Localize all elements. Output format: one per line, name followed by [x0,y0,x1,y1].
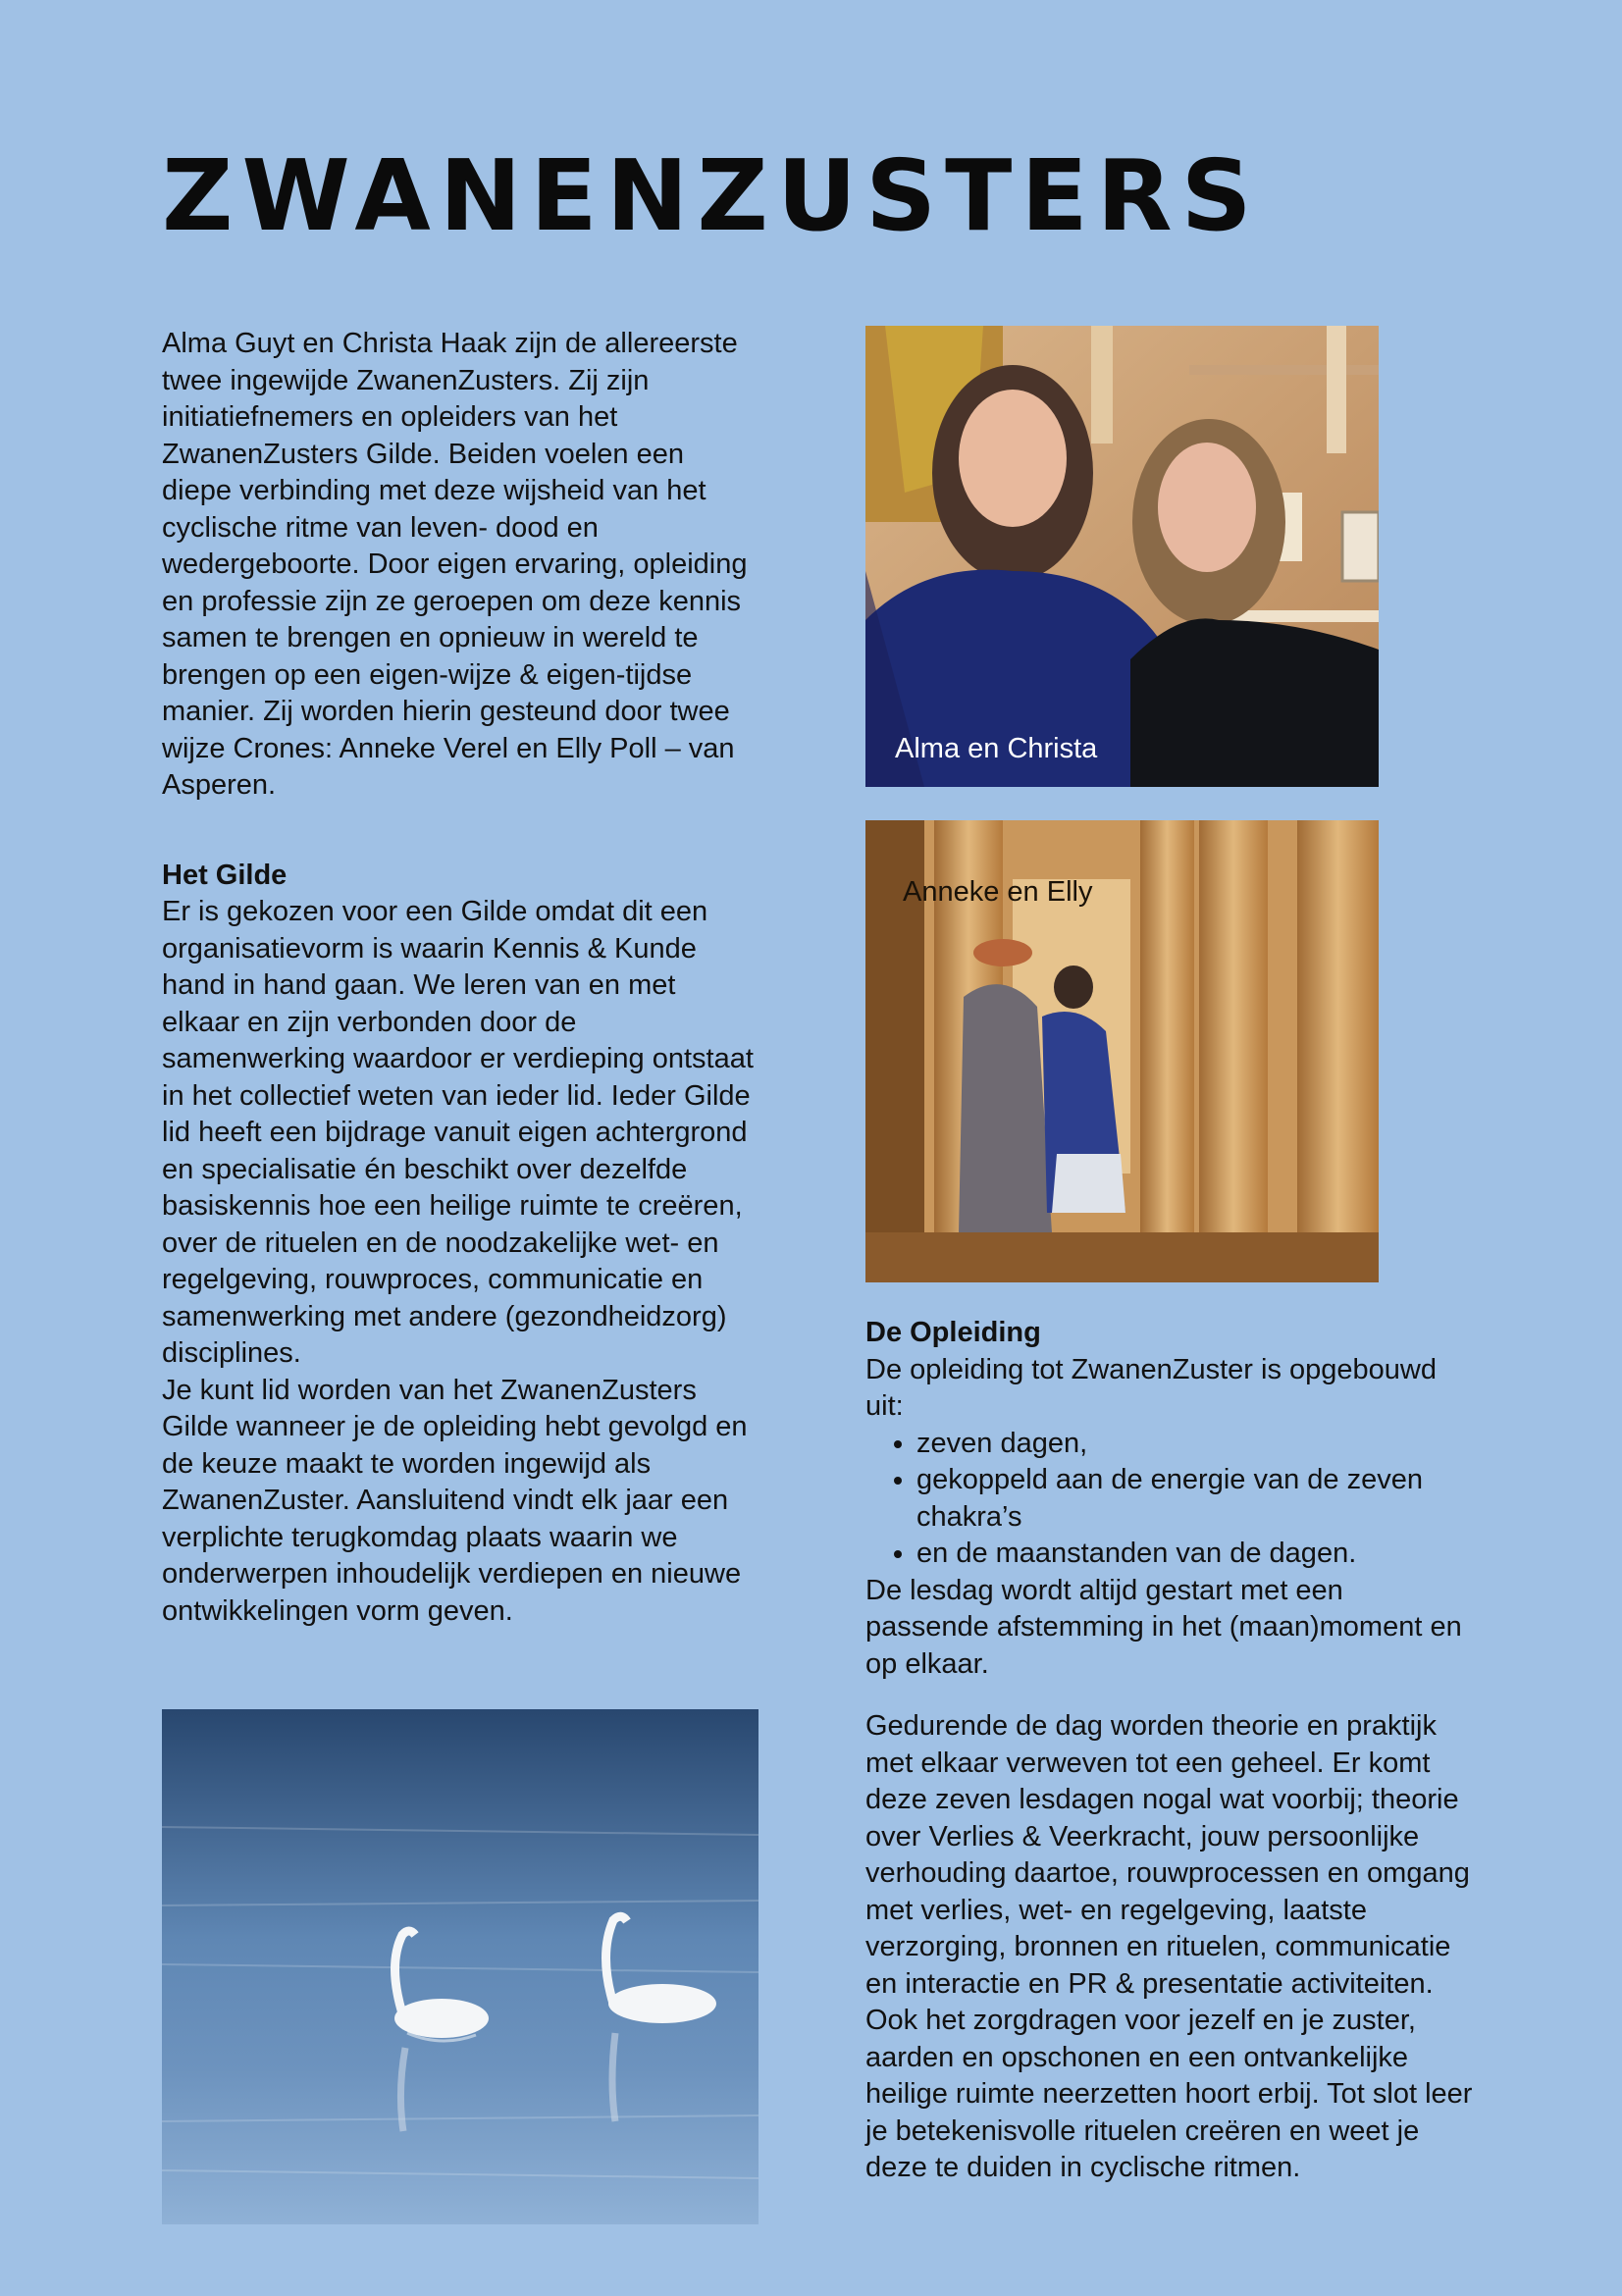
opleiding-paragraph-1: De lesdag wordt altijd gestart met een passende afstemming in het (maan)moment en op elkaar. [865,1574,1462,1680]
left-column [162,326,760,1630]
photo-swans-image [162,1709,759,2224]
intro-paragraph: Alma Guyt en Christa Haak zijn de allereerste twee ingewijde ZwanenZusters. Zij zijn initiatiefnemers en opleiders van het ZwanenZusters Gilde. Beiden voelen een diepe verbinding met deze wijsheid van het cyclische ritme van leven- dood en wedergeboorte. Door eigen ervaring, opleiding en professie zijn ze geroepen om deze kennis samen te brengen en opnieuw in wereld te brengen op een eigen-wijze & eigen-tijdse manier. Zij worden hierin gesteund door twee wijze Crones: Anneke Verel en Elly Poll – van Asperen. [162,328,748,801]
photo-anneke-en-elly [865,820,1379,1282]
page-title: ZWANENZUSTERS [162,138,1261,253]
photo2-caption: Anneke en Elly [903,876,1093,908]
photo-swans [162,1709,759,2224]
right-column [865,1315,1474,2187]
list-item: • gekoppeld aan de energie van de zeven chakra’s [916,1462,1474,1536]
opleiding-paragraph-2: Gedurende de dag worden theorie en praktijk met elkaar verweven tot een geheel. Er komt deze zeven lesdagen nogal wat voorbij; theorie over Verlies & Veerkracht, jouw persoonlijke verhouding daartoe, rouwprocessen en omgang met verlies, wet- en regelgeving, laatste verzorging, bronnen en rituelen, communicatie en interactie en PR & presentatie activiteiten. Ook het zorgdragen voor jezelf en je zuster, aarden en opschonen en een ontvankelijke heilige ruimte neerzetten hoort erbij. Tot slot leer je betekenisvolle rituelen creëren en weet je deze te duiden in cyclische ritmen. [865,1710,1473,2183]
gilde-paragraph-1: Er is gekozen voor een Gilde omdat dit een organisatievorm is waarin Kennis & Kunde hand in hand gaan. We leren van en met elkaar en zijn verbonden door de samenwerking waardoor er verdieping ontstaat in het collectief weten van ieder lid. Ieder Gilde lid heeft een bijdrage vanuit eigen achtergrond en specialisatie én beschikt over dezelfde basiskennis hoe een heilige ruimte te creëren, over de rituelen en de noodzakelijke wet- en regelgeving, rouwproces, communicatie en samenwerking met andere (gezondheidzorg) disciplines. [162,896,754,1369]
gilde-heading: Het Gilde [162,859,288,891]
opleiding-intro: De opleiding tot ZwanenZuster is opgebouwd uit: [865,1353,1437,1422]
opleiding-bullet-list [865,1426,1474,1573]
photo1-caption: Alma en Christa [895,733,1098,764]
opleiding-heading: De Opleiding [865,1317,1041,1348]
photo-anneke-en-elly-image [865,820,1379,1282]
photo-alma-en-christa [865,326,1379,787]
list-item: • zeven dagen, [916,1426,1474,1463]
photo-alma-en-christa-image [865,326,1379,787]
gilde-paragraph-2: Je kunt lid worden van het ZwanenZusters Gilde wanneer je de opleiding hebt gevolgd en de keuze maakt te worden ingewijd als ZwanenZuster. Aansluitend vindt elk jaar een verplichte terugkomdag plaats waarin we onderwerpen inhoudelijk verdiepen en nieuwe ontwikkelingen vorm geven. [162,1374,748,1627]
list-item: • en de maanstanden van de dagen. [916,1536,1474,1573]
